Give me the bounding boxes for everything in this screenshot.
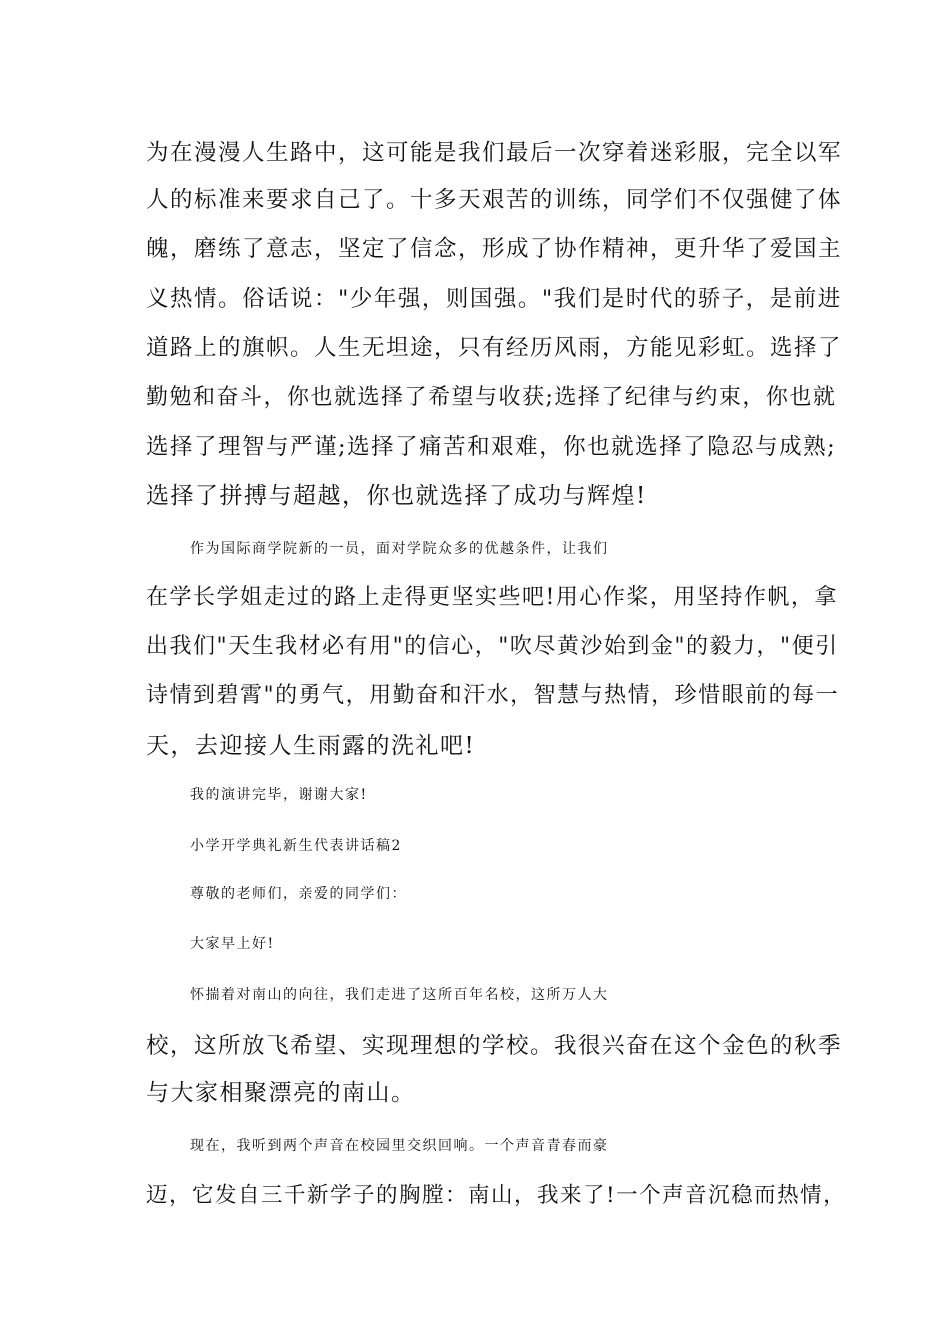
text-line: 与大家相聚漂亮的南山。 xyxy=(146,1080,416,1106)
text-line: 在学长学姐走过的路上走得更坚实些吧!用心作桨，用坚持作帆，拿 xyxy=(146,585,838,610)
text-line: 出我们"天生我材必有用"的信心，"吹尽黄沙始到金"的毅力，"便引 xyxy=(146,634,839,659)
paragraph-start-line: 作为国际商学院新的一员，面对学院众多的优越条件，让我们 xyxy=(190,541,609,557)
text-line: 为在漫漫人生路中，这可能是我们最后一次穿着迷彩服，完全以军 xyxy=(146,140,843,166)
text-line: 人的标准来要求自己了。十多天艰苦的训练，同学们不仅强健了体 xyxy=(146,187,843,213)
text-line: 天，去迎接人生雨露的洗礼吧! xyxy=(146,733,476,759)
greeting-line: 大家早上好! xyxy=(190,936,275,952)
text-line: 义热情。俗话说："少年强，则国强。"我们是时代的骄子，是前进 xyxy=(146,286,842,312)
text-line: 魄，磨练了意志，坚定了信念，形成了协作精神，更升华了爱国主 xyxy=(146,236,843,262)
text-line: 选择了理智与严谨;选择了痛苦和艰难，你也就选择了隐忍与成熟; xyxy=(146,434,837,460)
text-line: 迈，它发自三千新学子的胸膛：南山，我来了!一个声音沉稳而热情， xyxy=(146,1183,847,1208)
paragraph-start-line: 现在，我听到两个声音在校园里交织回响。一个声音青春而豪 xyxy=(190,1138,609,1154)
text-line: 勤勉和奋斗，你也就选择了希望与收获;选择了纪律与约束，你也就 xyxy=(146,385,837,410)
section-title: 小学开学典礼新生代表讲话稿2 xyxy=(190,838,402,854)
text-line: 诗情到碧霄"的勇气，用勤奋和汗水，智慧与热情，珍惜眼前的每一 xyxy=(146,683,840,708)
text-line: 选择了拼搏与超越，你也就选择了成功与辉煌! xyxy=(146,483,647,509)
closing-line: 我的演讲完毕，谢谢大家! xyxy=(190,787,368,803)
text-line: 道路上的旗帜。人生无坦途，只有经历风雨，方能见彩虹。选择了 xyxy=(146,335,843,361)
greeting-line: 尊敬的老师们，亲爱的同学们： xyxy=(190,886,407,902)
paragraph-start-line: 怀揣着对南山的向往，我们走进了这所百年名校，这所万人大 xyxy=(190,987,609,1003)
text-line: 校，这所放飞希望、实现理想的学校。我很兴奋在这个金色的秋季 xyxy=(146,1033,843,1059)
